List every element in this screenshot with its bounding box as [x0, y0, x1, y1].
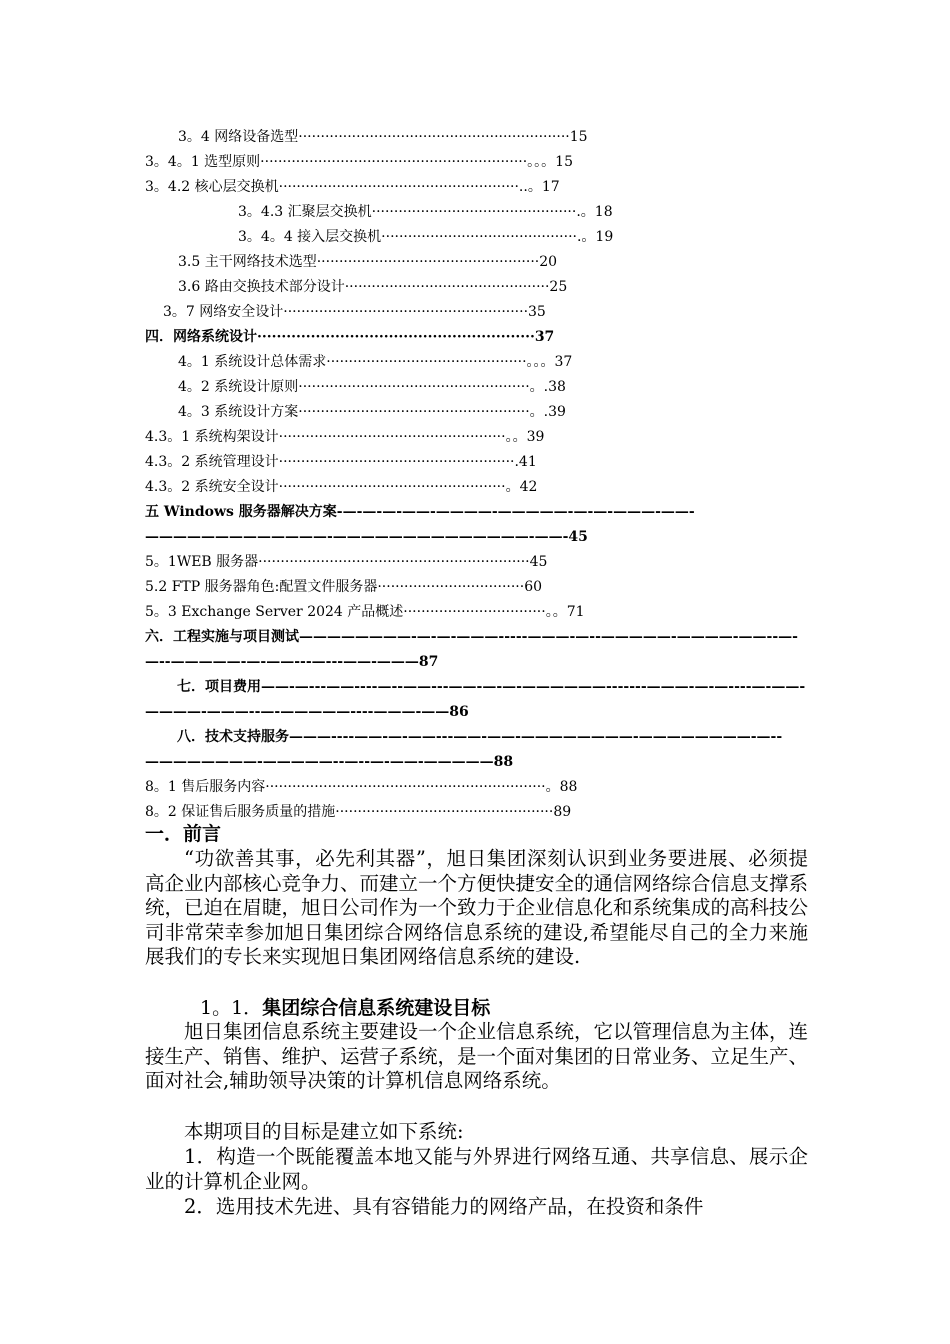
toc-entry-chapter: 七．项目费用——-—---——----—--——---——-—-—-——————-------———-—-—----—-——-————-———--—-—————----———-——86 — [145, 679, 806, 720]
toc-entry: 5。3 Exchange Server 2024 产品概述································。。71 — [145, 604, 585, 620]
toc-entry-chapter: 五 Windows 服务器解决方案-—-—-—-——-————-—————-—-—-———-——-—————————————-——————————————-——-45 — [145, 504, 695, 545]
subsection-heading — [200, 996, 490, 1020]
paragraph: “功欲善其事，必先利其器”，旭日集团深刻认识到业务要进展、必须提高企业内部核心竞争力、而建立一个方便快捷安全的通信网络综合信息支撑系统，已迫在眉睫，旭日公司作为一个致力于企业信息化和系统集成的高科技公司非常荣幸参加旭日集团综合网络信息系统的建设,希望能尽自己的全力来施展我们的专长来实现旭日集团网络信息系统的建设. — [145, 847, 809, 968]
toc-entry: 5.2 FTP 服务器角色:配置文件服务器·································60 — [145, 579, 543, 595]
toc-entry: 4.3。2 系统安全设计···················································。42 — [145, 479, 538, 495]
subsection-number: 1。1． — [200, 997, 263, 1019]
toc-entry: 3。4。4 接入层交换机············································.。19 — [238, 229, 614, 245]
toc-entry: 3。4.2 核心层交换机······················································..。17 — [145, 179, 560, 195]
toc-entry: 3.6 路由交换技术部分设计··············································25 — [178, 279, 568, 295]
toc-entry: 3。4.3 汇聚层交换机··············································.。18 — [238, 204, 613, 220]
toc-entry-chapter: 六．工程实施与项目测试————————-—-—-———-----———-—--—————-————-——--—-—--—————-—-——---—---——-———87 — [145, 629, 798, 670]
toc-entry: 3。4。1 选型原则····························································。。。15 — [145, 154, 573, 170]
subsection-title: 集团综合信息系统建设目标 — [262, 997, 491, 1019]
paragraph: 旭日集团信息系统主要建设一个企业信息系统，它以管理信息为主体，连接生产、销售、维护、运营子系统，是一个面对集团的日常业务、立足生产、面对社会,辅助领导决策的计算机信息网络系统。 — [145, 1020, 809, 1092]
toc-entry: 4.3。2 系统管理设计·····················································.41 — [145, 454, 537, 470]
section-title: 一．前言 — [145, 823, 222, 845]
toc-entry: 3.5 主干网络技术选型··················································20 — [178, 254, 558, 270]
toc-entry: 4.3。1 系统构架设计···················································。。39 — [145, 429, 545, 445]
toc-entry: 3。4 网络设备选型·····························································15 — [178, 129, 588, 145]
paragraph: 本期项目的目标是建立如下系统: — [184, 1120, 464, 1143]
toc-entry: 5。1WEB 服务器·····························································45 — [145, 554, 548, 570]
toc-entry: 4。1 系统设计总体需求·············································。。。37 — [178, 354, 573, 370]
toc-entry: 8。2 保证售后服务质量的措施·················································89 — [145, 804, 572, 820]
toc-entry-chapter: 八．技术支持服务———----——-—-——---——-——-————————-————————-—--————————-—————--—--—-——-—————88 — [145, 729, 783, 770]
toc-entry: 8。1 售后服务内容·······························································。88 — [145, 779, 578, 795]
toc-entry: 4。3 系统设计方案····················································。.39 — [178, 404, 566, 420]
toc-entry: 4。2 系统设计原则····················································。.38 — [178, 379, 566, 395]
paragraph: 1．构造一个既能覆盖本地又能与外界进行网络互通、共享信息、展示企业的计算机企业网。 — [145, 1145, 808, 1193]
paragraph: 2．选用技术先进、具有容错能力的网络产品，在投资和条件 — [184, 1195, 704, 1218]
toc-entry: 3。7 网络安全设计·······················································35 — [163, 304, 546, 320]
toc-entry-chapter: 四．网络系统设计·························································37 — [145, 329, 555, 345]
